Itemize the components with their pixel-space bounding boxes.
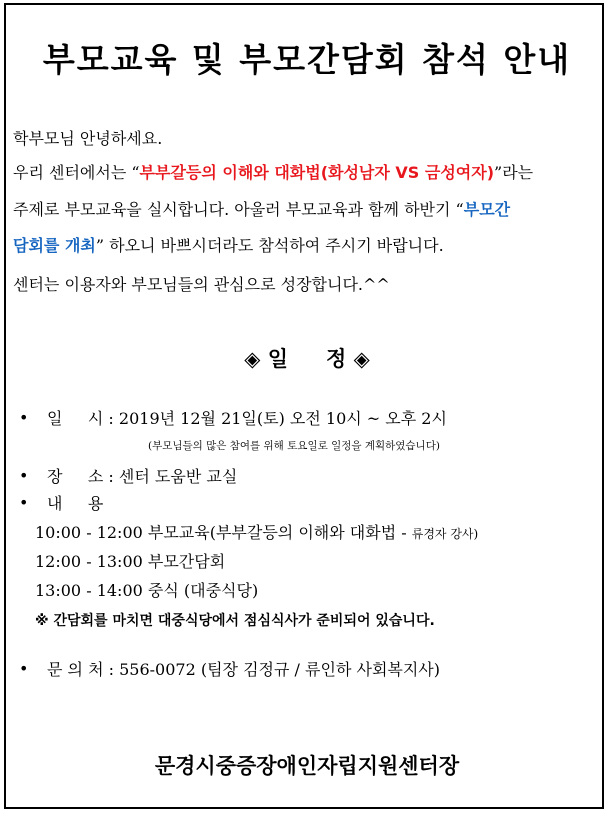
intro-line-4 bbox=[13, 233, 444, 256]
content-row bbox=[47, 491, 103, 514]
diamond-icon: ◈ bbox=[244, 347, 261, 371]
program-time: 12:00 - 13:00 bbox=[35, 552, 143, 571]
meeting-highlight-part2: 담회를 개최 bbox=[13, 236, 96, 255]
schedule-heading-char1: 일 bbox=[267, 347, 288, 371]
program-desc: 부모교육(부부갈등의 이해와 대화법 - bbox=[147, 523, 412, 542]
lunch-note: ※ 간담회를 마치면 대중식당에서 점심식사가 준비되어 있습니다. bbox=[35, 613, 435, 629]
bullet-icon: • bbox=[19, 659, 29, 678]
education-topic: 부부갈등의 이해와 대화법(화성남자 VS 금성여자) bbox=[139, 163, 495, 182]
content-label: 내 용 bbox=[47, 494, 104, 513]
bullet-icon: • bbox=[19, 466, 29, 485]
date-note: (부모님들의 많은 참여를 위해 토요일로 일정을 계획하였습니다) bbox=[148, 440, 440, 452]
intro-line-5: 센터는 이용자와 부모님들의 관심으로 성장합니다.^^ bbox=[13, 275, 390, 294]
date-value: : 2019년 12월 21일(토) 오전 10시 ~ 오후 2시 bbox=[103, 409, 447, 428]
bullet-icon: • bbox=[19, 408, 29, 427]
contact-value: : 556-0072 (팀장 김정규 / 류인하 사회복지사) bbox=[103, 660, 441, 679]
program-item bbox=[35, 520, 478, 543]
place-label: 장 소 bbox=[47, 467, 104, 486]
schedule-heading-char2: 정 bbox=[326, 347, 347, 371]
program-speaker: 류경자 강사) bbox=[411, 527, 479, 541]
bullet-icon: • bbox=[19, 493, 29, 512]
program-item bbox=[35, 578, 258, 601]
program-item bbox=[35, 549, 225, 572]
date-label: 일 시 bbox=[47, 409, 104, 428]
schedule-heading bbox=[0, 343, 614, 373]
program-desc: 중식 (대중식당) bbox=[147, 581, 259, 600]
center-signature: 문경시중증장애인자립지원센터장 bbox=[154, 754, 460, 778]
notice-title: 부모교육 및 부모간담회 참석 안내 bbox=[42, 40, 572, 79]
greeting-line: 학부모님 안녕하세요. bbox=[13, 129, 163, 148]
date-row bbox=[47, 406, 447, 429]
intro-line-2-prefix: 우리 센터에서는 “ bbox=[13, 163, 140, 182]
intro-line-2-suffix: ”라는 bbox=[494, 163, 534, 182]
intro-line-4-suffix: ” 하오니 바쁘시더라도 참석하여 주시기 바랍니다. bbox=[95, 236, 444, 255]
intro-line-2 bbox=[13, 160, 533, 183]
contact-row bbox=[47, 657, 440, 680]
program-time: 13:00 - 14:00 bbox=[35, 581, 143, 600]
place-value: : 센터 도움반 교실 bbox=[103, 467, 238, 486]
contact-label: 문 의 처 bbox=[47, 660, 104, 679]
diamond-icon: ◈ bbox=[353, 347, 370, 371]
intro-line-3 bbox=[13, 197, 510, 220]
intro-line-3-prefix: 주제로 부모교육을 실시합니다. 아울러 부모교육과 함께 하반기 “ bbox=[13, 200, 464, 219]
place-row bbox=[47, 464, 237, 487]
program-time: 10:00 - 12:00 bbox=[35, 523, 143, 542]
program-desc: 부모간담회 bbox=[147, 552, 226, 571]
meeting-highlight-part1: 부모간 bbox=[463, 200, 511, 219]
